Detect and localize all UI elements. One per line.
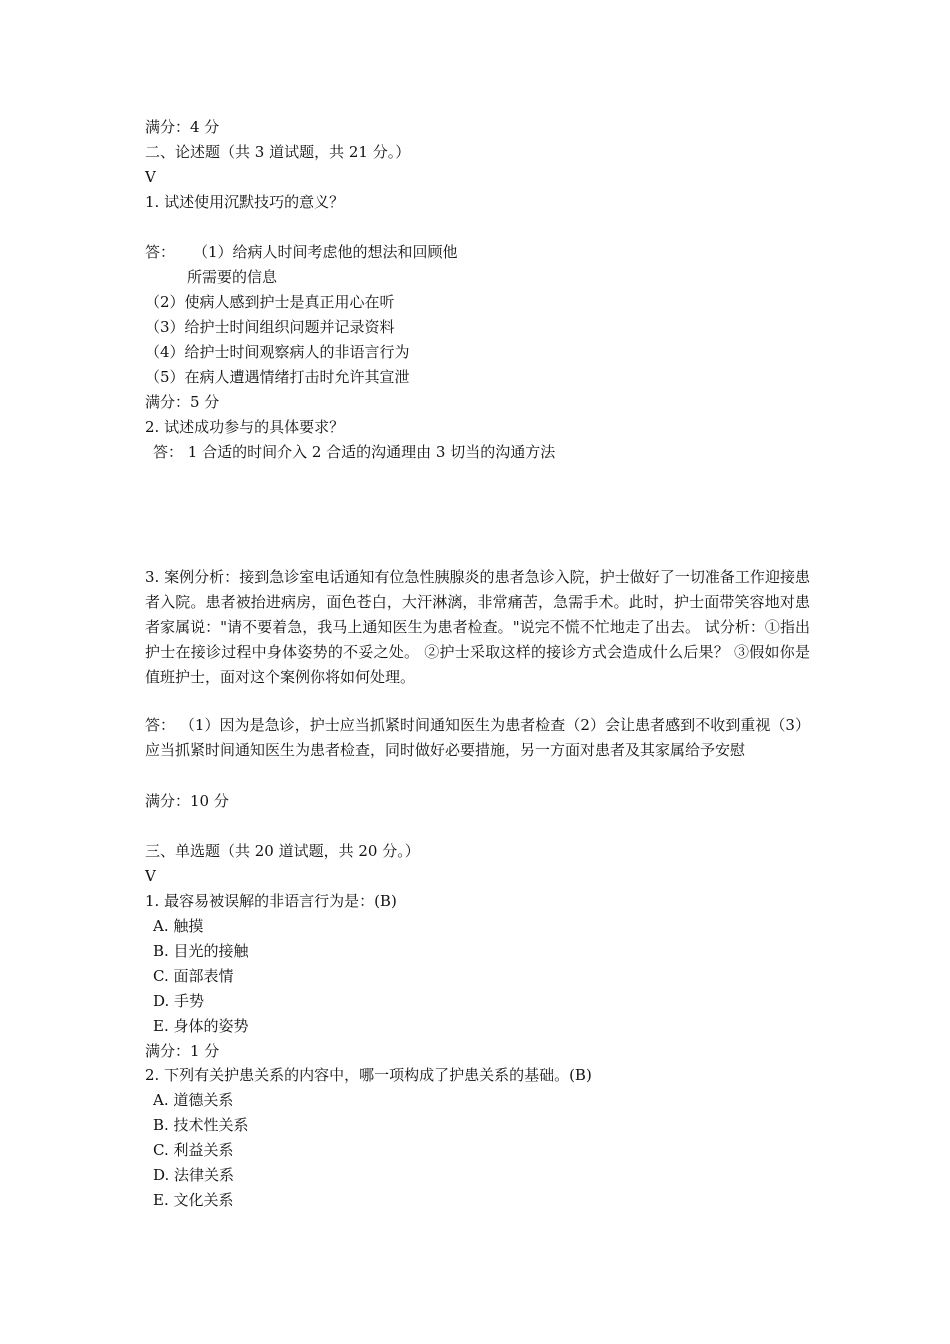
- essay-answer-1-point: （4）给护士时间观察病人的非语言行为: [145, 343, 410, 361]
- choice-option: E. 文化关系: [153, 1191, 234, 1209]
- essay-question-3: 3. 案例分析：接到急诊室电话通知有位急性胰腺炎的患者急诊入院，护士做好了一切准备工作迎接患者入院。患者被抬进病房，面色苍白，大汗淋漓，非常痛苦，急需手术。此时，护士面带笑容地对患者家属说："请不要着急，我马上通知医生为患者检查。"说完不慌不忙地走了出去。 试分析：①指出护士在接诊过程中身体姿势的不妥之处。 ②护士采取这样的接诊方式会造成什么后果？ ③假如你是值班护士，面对这个案例你将如何处理。: [145, 568, 810, 686]
- essay-answer-3: 答： （1）因为是急诊，护士应当抓紧时间通知医生为患者检查（2）会让患者感到不收到重视（3）应当抓紧时间通知医生为患者检查，同时做好必要措施，另一方面对患者及其家属给予安慰: [145, 716, 810, 759]
- essay-answer-1-point: （3）给护士时间组织问题并记录资料: [145, 318, 395, 336]
- choice-option: B. 技术性关系: [153, 1116, 249, 1134]
- essay-answer-1-point: （5）在病人遭遇情绪打击时允许其宣泄: [145, 368, 410, 386]
- section-2-title: 二、论述题（共 3 道试题，共 21 分。）: [145, 143, 411, 161]
- essay-answer-1-line2: 所需要的信息: [187, 268, 278, 286]
- essay-answer-2: 答： 1 合适的时间介入 2 合适的沟通理由 3 切当的沟通方法: [153, 443, 556, 461]
- choice-question-1-score: 满分：1 分: [145, 1042, 220, 1060]
- section-3-mark: V: [145, 867, 156, 885]
- choice-option: C. 面部表情: [153, 967, 234, 985]
- essay-question-1-score: 满分：5 分: [145, 393, 220, 411]
- answer-label: 答：: [145, 243, 176, 261]
- essay-question-3-score: 满分：10 分: [145, 792, 229, 810]
- choice-question-1: 1. 最容易被误解的非语言行为是：(B): [145, 892, 397, 910]
- essay-answer-1-row: [145, 242, 458, 262]
- essay-question-1: 1. 试述使用沉默技巧的意义？: [145, 193, 345, 211]
- choice-option: E. 身体的姿势: [153, 1017, 249, 1035]
- choice-option: D. 手势: [153, 992, 205, 1010]
- essay-answer-1-line1: （1）给病人时间考虑他的想法和回顾他: [193, 243, 458, 261]
- choice-option: A. 道德关系: [153, 1091, 234, 1109]
- essay-answer-1-point: （2）使病人感到护士是真正用心在听: [145, 293, 395, 311]
- section-3-title: 三、单选题（共 20 道试题，共 20 分。）: [145, 842, 420, 860]
- choice-option: D. 法律关系: [153, 1166, 235, 1184]
- essay-question-2: 2. 试述成功参与的具体要求？: [145, 418, 345, 436]
- choice-option: B. 目光的接触: [153, 942, 249, 960]
- prev-question-score: 满分：4 分: [145, 118, 220, 136]
- section-2-mark: V: [145, 168, 156, 186]
- choice-question-2: 2. 下列有关护患关系的内容中，哪一项构成了护患关系的基础。(B): [145, 1066, 592, 1084]
- choice-option: C. 利益关系: [153, 1141, 234, 1159]
- choice-option: A. 触摸: [153, 917, 204, 935]
